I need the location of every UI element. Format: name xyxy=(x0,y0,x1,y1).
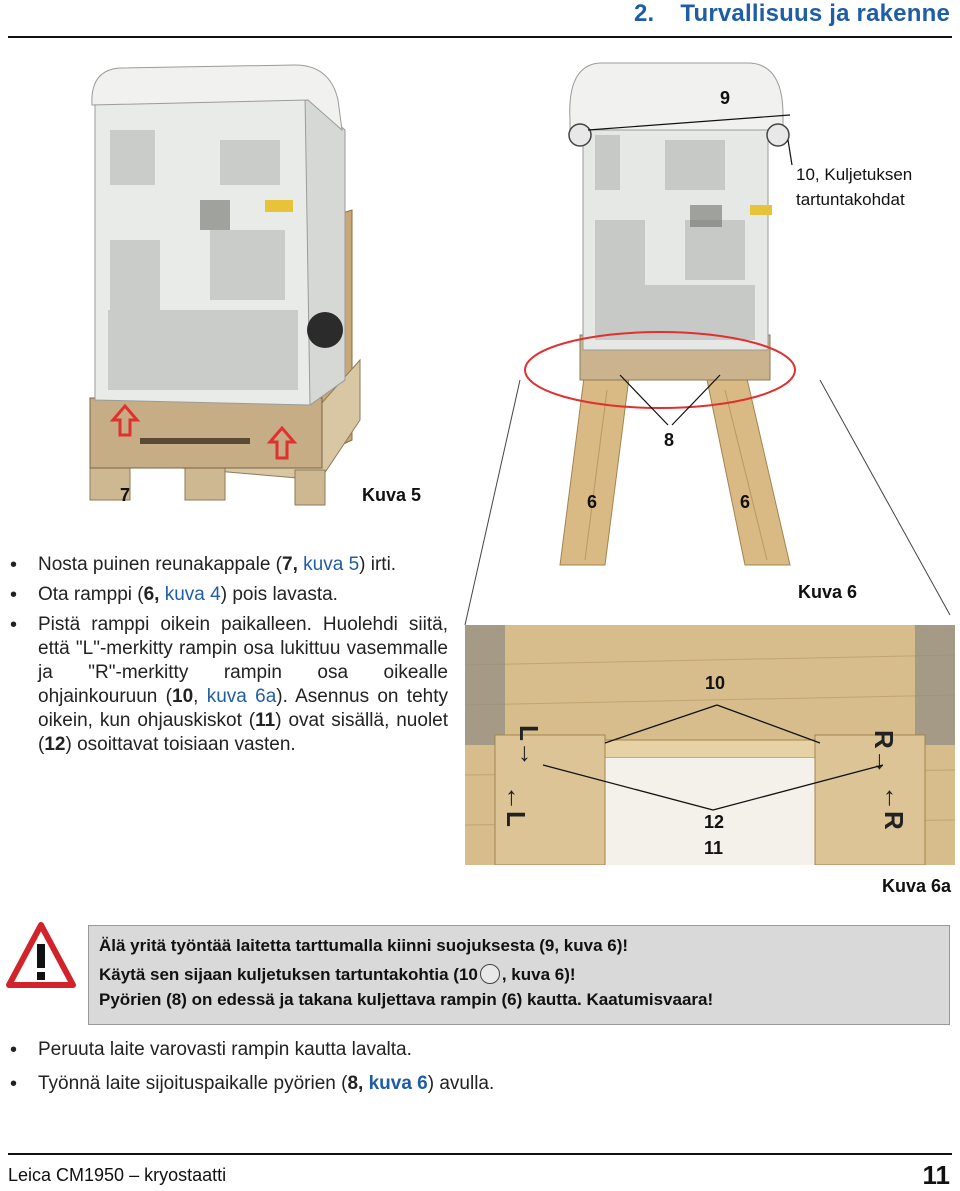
label-8: 8 xyxy=(664,430,675,450)
figure-6-caption: Kuva 6 xyxy=(798,582,858,602)
warning-box xyxy=(88,925,950,1025)
instructions-top xyxy=(8,553,448,757)
footer-product-name: Leica CM1950 – kryostaatti xyxy=(8,1165,227,1185)
warning-line-1: Älä yritä työntää laitetta tarttumalla kiinni suojuksesta (9, kuva 6)! xyxy=(99,936,629,955)
figure-6a-caption: Kuva 6a xyxy=(882,876,952,896)
list-item: • Peruuta laite varovasti rampin kautta lavalta. xyxy=(8,1038,908,1062)
figure-reference-link[interactable]: kuva 4 xyxy=(164,584,221,605)
section-title: Turvallisuus ja rakenne xyxy=(680,0,950,27)
section-header xyxy=(634,0,950,28)
figure-reference-link[interactable]: kuva 6a xyxy=(206,686,277,707)
warning-line-3: Pyörien (8) on edessä ja takana kuljettava rampin (6) kautta. Kaatumisvaara! xyxy=(99,990,714,1009)
list-item: • Nosta puinen reunakappale (7, kuva 5) irti. xyxy=(8,553,448,577)
svg-text:←R: ←R xyxy=(879,785,909,830)
footer-rule xyxy=(8,1153,952,1155)
page-number: 11 xyxy=(922,1160,950,1190)
warning-triangle-icon xyxy=(6,922,76,993)
warning-line-2: Käytä sen sijaan kuljetuksen tartuntakohtia (10 , kuva 6)! xyxy=(99,965,576,984)
label-10-line2: tartuntakohdat xyxy=(796,190,905,209)
label-6-left: 6 xyxy=(587,492,598,512)
label-10-line1: 10, Kuljetuksen xyxy=(796,165,913,184)
instructions-bottom xyxy=(8,1038,908,1096)
grip-point-circle-icon xyxy=(480,964,500,984)
label-10-fig6a: 10 xyxy=(705,673,726,693)
label-6-right: 6 xyxy=(740,492,751,512)
label-11: 11 xyxy=(704,838,724,858)
figure-reference-link[interactable]: kuva 6 xyxy=(368,1073,428,1094)
svg-text:←L: ←L xyxy=(501,785,531,827)
label-7: 7 xyxy=(120,485,131,505)
svg-text:L→: L→ xyxy=(514,725,544,767)
label-12: 12 xyxy=(704,812,725,832)
figure-zoom-lines xyxy=(460,380,960,640)
svg-text:R→: R→ xyxy=(869,730,899,775)
list-item: • Työnnä laite sijoituspaikalle pyörien (8, kuva 6) avulla. xyxy=(8,1072,908,1096)
label-9: 9 xyxy=(720,88,731,108)
list-item: • Ota ramppi (6, kuva 4) pois lavasta. xyxy=(8,583,448,607)
figure-5-caption: Kuva 5 xyxy=(362,485,422,505)
section-number: 2. xyxy=(633,0,655,27)
figure-5-image xyxy=(80,60,370,510)
list-item: • Pistä ramppi oikein paikalleen. Huolehdi siitä, että "L"-merkitty rampin osa lukittuu vasemmalle ja "R"-merkitty rampin osa oikealle ohjainkouruun (10, kuva 6a). Asennus on tehty oikein, kun ohjauskiskot (11) ovat sisällä, nuolet (12) osoittavat toisiaan vasten. xyxy=(8,613,448,757)
header-rule xyxy=(8,36,952,38)
figure-reference-link[interactable]: kuva 5 xyxy=(303,554,360,575)
